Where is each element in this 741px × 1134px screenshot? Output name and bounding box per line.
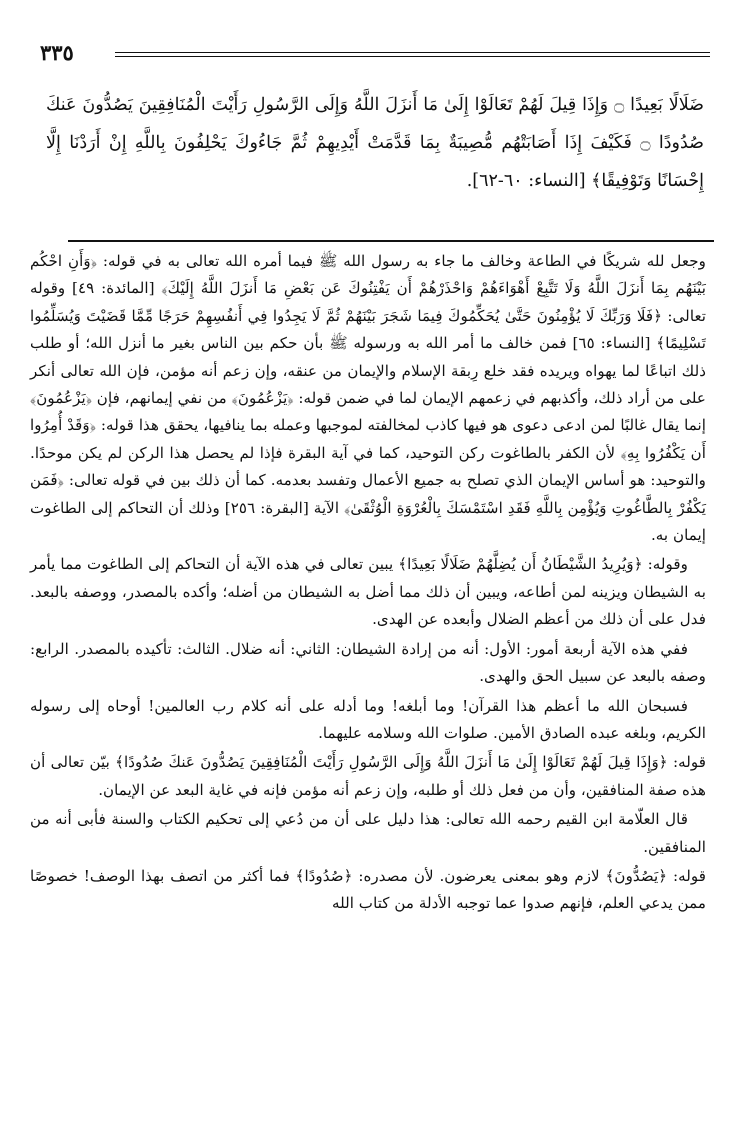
commentary-paragraph: وجعل لله شريكًا في الطاعة وخالف ما جاء به رسول الله ﷺ فيما أمره الله تعالى به في قوله: ﴿وَأَنِ احْكُم بَيْنَهُم بِمَا أَنزَلَ اللَّهُ وَلَا تَتَّبِعْ أَهْوَاءَهُمْ وَاحْذَرْهُمْ أَن يَفْتِنُوكَ عَن بَعْضِ مَا أَنزَلَ اللَّهُ إِلَيْكَ﴾ [المائدة: ٤٩] وقوله تعالى: ﴿فَلَا وَرَبِّكَ لَا يُؤْمِنُونَ حَتَّىٰ يُحَكِّمُوكَ فِيمَا شَجَرَ بَيْنَهُمْ ثُمَّ لَا يَجِدُوا فِي أَنفُسِهِمْ حَرَجًا مِّمَّا قَضَيْتَ وَيُسَلِّمُوا تَسْلِيمًا﴾ [النساء: ٦٥] فمن خالف ما أمر الله به ورسوله ﷺ بأن حكم بين الناس بغير ما أنزل الله؛ أو طلب ذلك اتباعًا لما يهواه ويريده فقد خلع رِبقة الإسلام والإيمان من عنقه، وإن زعم أنه مؤمن، فإن الله تعالى أنكر على من أراد ذلك، وأكذبهم في زعمهم الإيمان لما في ضمن قوله: ﴿يَزْعُمُونَ﴾ من نفي إيمانهم، فإن ﴿يَزْعُمُونَ﴾ إنما يقال غالبًا لمن ادعى دعوى هو فيها كاذب لمخالفته لموجبها وعمله بما ينافيها، يحقق هذا قوله: ﴿وَقَدْ أُمِرُوا أَن يَكْفُرُوا بِهِ﴾ لأن الكفر بالطاغوت ركن التوحيد، كما في آية البقرة فإذا لم يحصل هذا الركن لم يكن موحدًا. والتوحيد: هو أساس الإيمان الذي تصلح به جميع الأعمال وتفسد بعدمه. كما أن ذلك بين في قوله تعالى: ﴿فَمَن يَكْفُرْ بِالطَّاغُوتِ وَيُؤْمِن بِاللَّهِ فَقَدِ اسْتَمْسَكَ بِالْعُرْوَةِ الْوُثْقَىٰ﴾ الآية [البقرة: ٢٥٦] وذلك أن التحاكم إلى الطاغوت إيمان به.	[30, 252, 706, 545]
page-header	[40, 40, 710, 80]
header-rule	[115, 52, 710, 57]
commentary-text	[30, 248, 706, 920]
commentary-paragraph: ففي هذه الآية أربعة أمور: الأول: أنه من إرادة الشيطان: الثاني: أنه ضلال. الثالث: تأكيده بالمصدر. الرابع: وصفه بالبعد عن سبيل الحق والهدى.	[30, 639, 706, 686]
commentary-paragraph: وقوله: ﴿وَيُرِيدُ الشَّيْطَانُ أَن يُضِلَّهُمْ ضَلَالًا بَعِيدًا﴾ يبين تعالى في هذه الآية أن التحاكم إلى الطاغوت مما يأمر به الشيطان ويزينه لمن أطاعه، ويبين أن ذلك مما أضل به الشيطان من أضله؛ وأكده بالمصدر، ووصفه بالبعد. فدل على أن ذلك من أعظم الضلال وأبعده عن الهدى.	[30, 555, 706, 629]
commentary-paragraph: قوله: ﴿وَإِذَا قِيلَ لَهُمْ تَعَالَوْا إِلَىٰ مَا أَنزَلَ اللَّهُ وَإِلَى الرَّسُولِ رَأَيْتَ الْمُنَافِقِينَ يَصُدُّونَ عَنكَ صُدُودًا﴾ بيّن تعالى أن هذه صفة المنافقين، وأن من فعل ذلك أو طلبه، وإن زعم أنه مؤمن فإنه في غاية البعد عن الإيمان.	[30, 753, 706, 799]
section-divider	[68, 240, 714, 242]
quran-verse-text: ضَلَالًا بَعِيدًا ۝ وَإِذَا قِيلَ لَهُمْ تَعَالَوْا إِلَىٰ مَا أَنزَلَ اللَّهُ وَإِلَى الرَّسُولِ رَأَيْتَ الْمُنَافِقِينَ يَصُدُّونَ عَنكَ صُدُودًا ۝ فَكَيْفَ إِذَا أَصَابَتْهُم مُّصِيبَةٌ بِمَا قَدَّمَتْ أَيْدِيهِمْ ثُمَّ جَاءُوكَ يَحْلِفُونَ بِاللَّهِ إِنْ أَرَدْنَا إِلَّا إِحْسَانًا وَتَوْفِيقًا﴾ [النساء: ٦٠-٦٢].	[46, 95, 705, 191]
commentary-paragraph: قال العلّامة ابن القيم رحمه الله تعالى: هذا دليل على أن من دُعي إلى تحكيم الكتاب والسنة فأبى أنه من المنافقين.	[30, 810, 706, 856]
commentary-paragraph: قوله: ﴿يَصُدُّونَ﴾ لازم وهو بمعنى يعرضون. لأن مصدره: ﴿صُدُودًا﴾ فما أكثر من اتصف بهذا الوصف! خصوصًا ممن يدعي العلم، فإنهم صدوا عما توجبه الأدلة من كتاب الله	[30, 866, 706, 913]
commentary-paragraph: فسبحان الله ما أعظم هذا القرآن! وما أبلغه! وما أدله على أنه كلام رب العالمين! أوحاه إلى رسوله الكريم، وبلغه عبده الصادق الأمين. صلوات الله وسلامه عليهما.	[30, 696, 706, 742]
page-number: ٣٣٥	[40, 40, 74, 65]
quran-passage	[46, 86, 704, 200]
